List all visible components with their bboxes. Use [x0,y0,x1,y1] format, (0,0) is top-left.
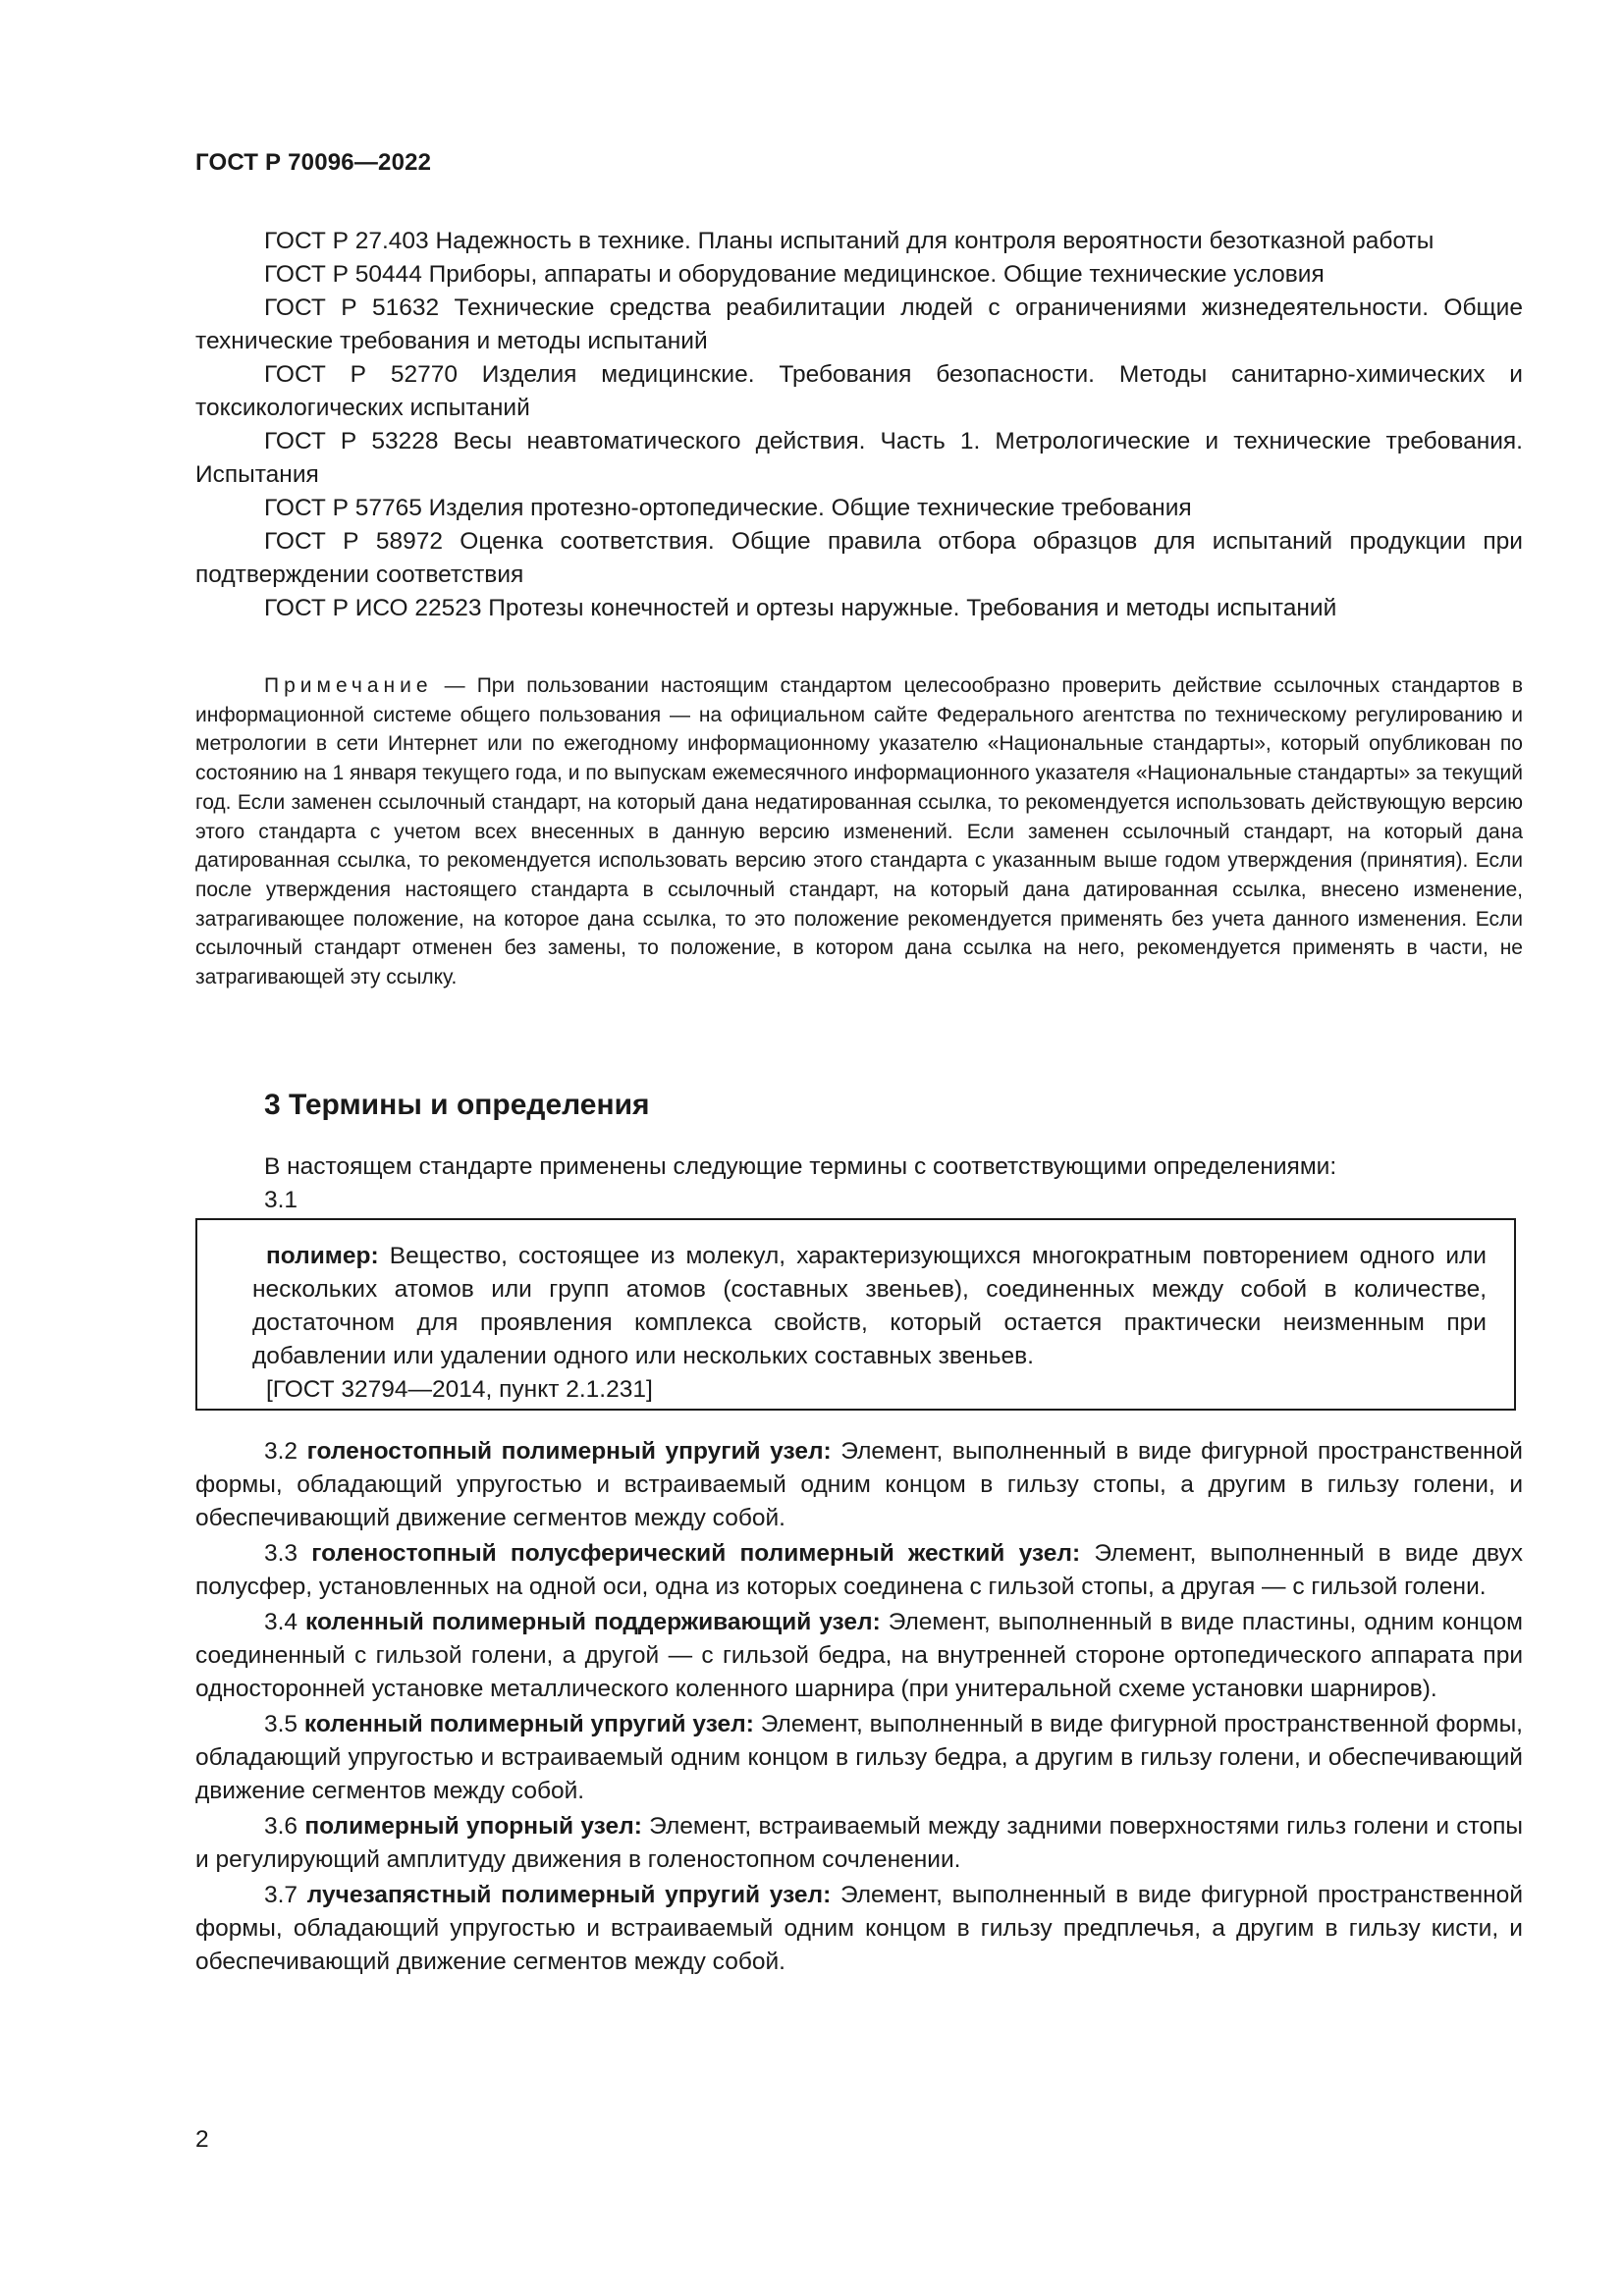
references-note [195,671,1523,992]
term-number: 3.5 [264,1711,304,1737]
terms-list [195,1435,1523,1981]
term-definition: Элемент, выполненный в виде фигурной пространственной формы, обладающий упругостью и встраиваемый одним концом в гильзу стопы, а другим в гильзу голени, и обеспечивающий движение сегментов между собой. [195,1438,1523,1531]
reference-item: ГОСТ Р 51632 Технические средства реабилитации людей с ограничениями жизнедеятельности. Общие технические требования и методы испытаний [195,294,1523,354]
term-entry [195,1537,1523,1604]
intro-text: В настоящем стандарте применены следующие термины с соответствующими определениями: [264,1153,1337,1180]
term-number: 3.4 [264,1609,306,1635]
boxed-definition [195,1218,1516,1411]
term-name: голеностопный полимерный упругий узел: [306,1438,832,1465]
reference-item: ГОСТ Р 27.403 Надежность в технике. Планы испытаний для контроля вероятности безотказной работы [264,228,1435,254]
reference-item: ГОСТ Р 52770 Изделия медицинские. Требования безопасности. Методы санитарно-химических и токсикологических испытаний [195,361,1523,421]
definition-source: [ГОСТ 32794—2014, пункт 2.1.231] [266,1376,653,1403]
term-definition: Элемент, выполненный в виде пластины, одним концом соединенный с гильзой голени, а другой — с гильзой бедра, на внутренней стороне ортопедического аппарата при односторонней установке металлического коленного шарнира (при унитеральной схеме установки шарниров). [195,1609,1523,1702]
reference-item: ГОСТ Р 58972 Оценка соответствия. Общие правила отбора образцов для испытаний продукции при подтверждении соответствия [195,528,1523,588]
term-number: 3.2 [264,1438,307,1465]
section-intro [195,1150,1523,1217]
term-number: 3.7 [264,1882,307,1908]
term-name: голеностопный полусферический полимерный жесткий узел: [311,1540,1081,1567]
reference-item: ГОСТ Р 57765 Изделия протезно-ортопедические. Общие технические требования [264,495,1192,521]
normative-references-list [195,225,1523,625]
term-number-3-1: 3.1 [264,1187,298,1213]
reference-item: ГОСТ Р 50444 Приборы, аппараты и оборудование медицинское. Общие технические условия [264,261,1325,288]
term-name: коленный полимерный поддерживающий узел: [305,1609,881,1635]
term-definition: Элемент, выполненный в виде двух полусфер, установленных на одной оси, одна из которых соединена с гильзой стопы, а другая — с гильзой голени. [195,1540,1523,1600]
term-definition: Элемент, встраиваемый между задними поверхностями гильз голени и стопы и регулирующий амплитуду движения в голеностопном сочленении. [195,1813,1523,1873]
term-entry [195,1810,1523,1877]
page-number: 2 [195,2126,209,2153]
term-number: 3.3 [264,1540,312,1567]
definition-polymer [252,1240,1487,1373]
term-number: 3.6 [264,1813,305,1840]
section-title: 3 Термины и определения [264,1089,650,1121]
term-entry [195,1879,1523,1979]
term-entry [195,1708,1523,1808]
term-name: полимерный упорный узел: [304,1813,642,1840]
term-name: коленный полимерный упругий узел: [303,1711,754,1737]
term-entry [195,1606,1523,1706]
note-paragraph [195,671,1523,992]
term-definition: Элемент, выполненный в виде фигурной пространственной формы, обладающий упругостью и встраиваемый одним концом в гильзу предплечья, а другим в гильзу кисти, и обеспечивающий движение сегментов между собой. [195,1882,1523,1975]
reference-item: ГОСТ Р 53228 Весы неавтоматического действия. Часть 1. Метрологические и технические требования. Испытания [195,428,1523,488]
term-polymer: полимер: [266,1243,379,1269]
definition-text: Вещество, состоящее из молекул, характеризующихся многократным повторением одного или нескольких атомов или групп атомов (составных звеньев), соединенных между собой в количестве, достаточном для проявления комплекса свойств, который остается практически неизменным при добавлении или удалении одного или нескольких составных звеньев. [252,1243,1487,1369]
term-name: лучезапястный полимерный упругий узел: [306,1882,832,1908]
term-entry [195,1435,1523,1535]
document-header: ГОСТ Р 70096—2022 [195,149,432,176]
term-definition: Элемент, выполненный в виде фигурной пространственной формы, обладающий упругостью и встраиваемый одним концом в гильзу бедра, а другим в гильзу голени, и обеспечивающий движение сегментов между собой. [195,1711,1523,1804]
reference-item: ГОСТ Р ИСО 22523 Протезы конечностей и ортезы наружные. Требования и методы испытаний [264,595,1337,621]
note-text: — При пользовании настоящим стандартом целесообразно проверить действие ссылочных стандартов в информационной системе общего пользования — на официальном сайте Федерального агентства по техническому регулированию и метрологии в сети Интернет или по ежегодному информационному указателю «Национальные стандарты», который опубликован по состоянию на 1 января текущего года, и по выпускам ежемесячного информационного указателя «Национальные стандарты» за текущий год. Если заменен ссылочный стандарт, на который дана недатированная ссылка, то рекомендуется использовать действующую версию этого стандарта с учетом всех внесенных в данную версию изменений. Если заменен ссылочный стандарт, на который дана датированная ссылка, то рекомендуется использовать версию этого стандарта с указанным выше годом утверждения (принятия). Если после утверждения настоящего стандарта в ссылочный стандарт, на который дана датированная ссылка, внесено изменение, затрагивающее положение, на которое дана ссылка, то это положение рекомендуется применять без учета данного изменения. Если ссылочный стандарт отменен без замены, то положение, в котором дана ссылка на него, рекомендуется применять в части, не затрагивающей эту ссылку. [195,674,1523,989]
note-label: Примечание [264,674,433,697]
